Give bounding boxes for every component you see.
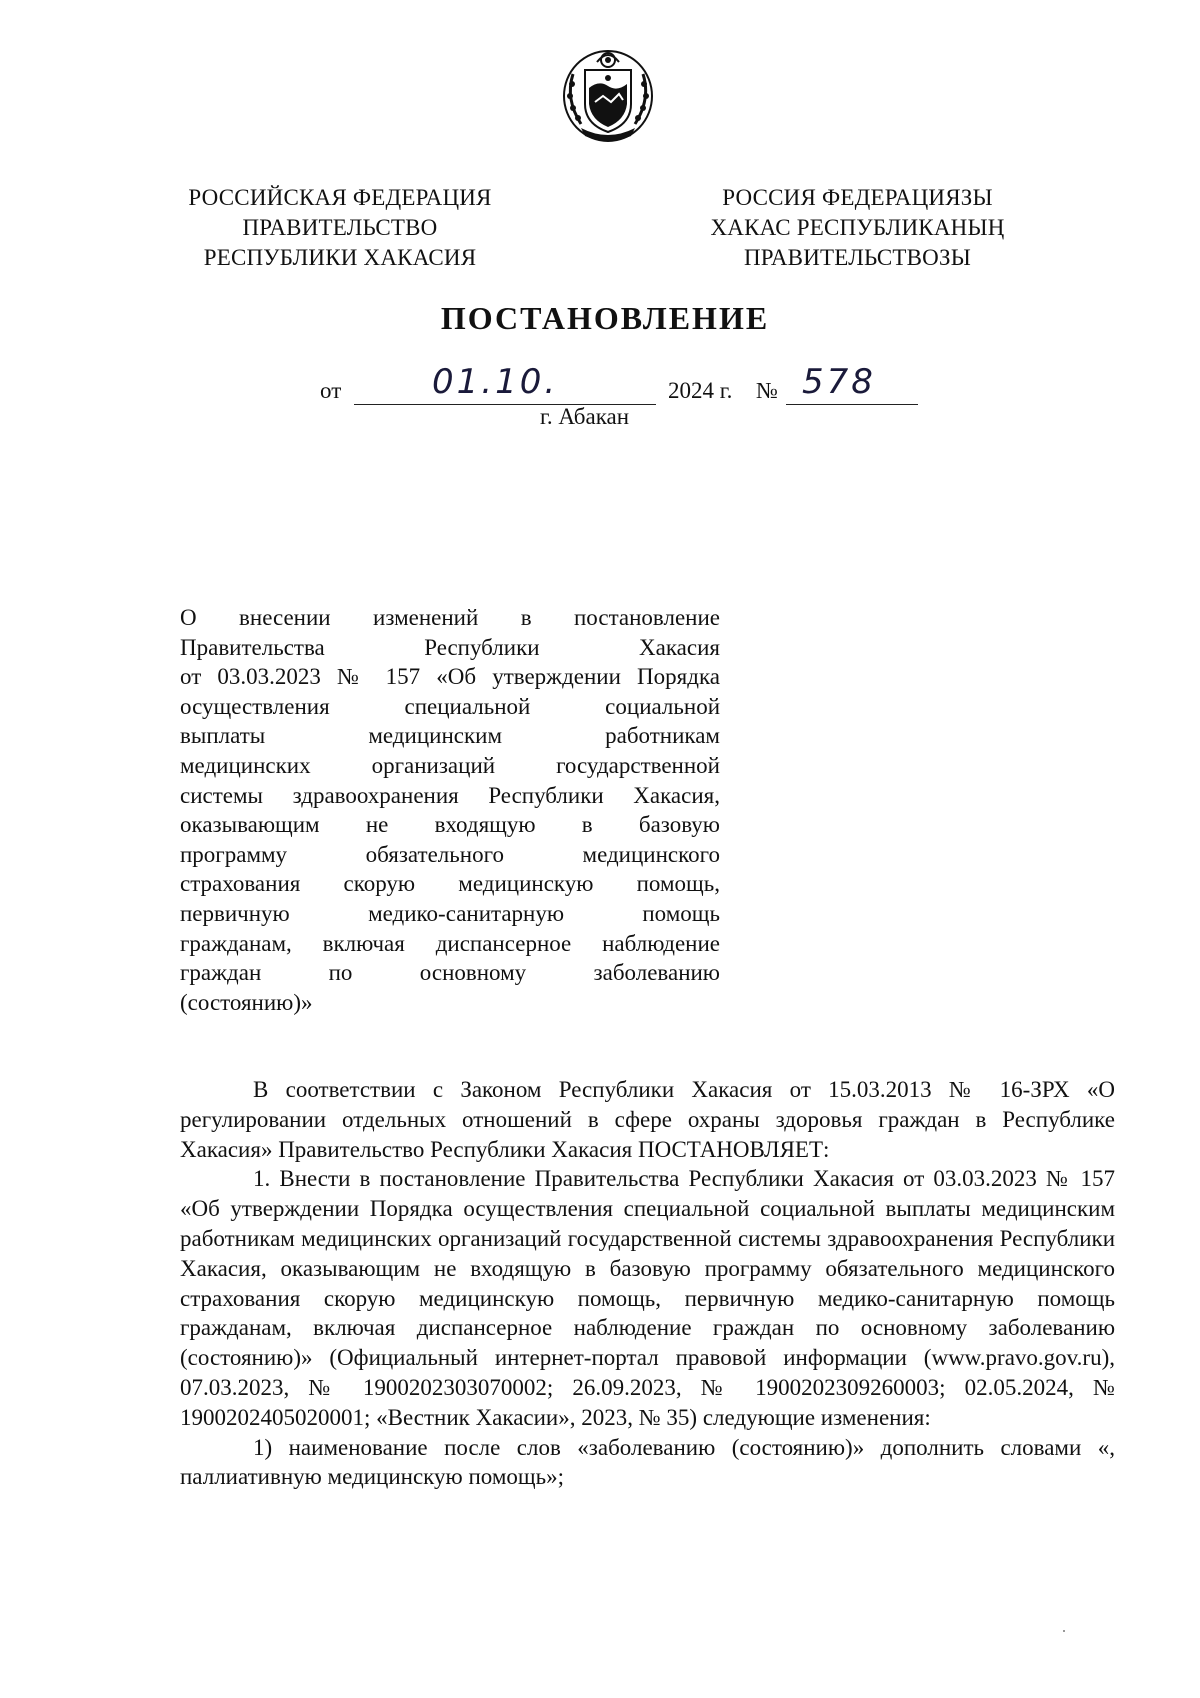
- year-label: 2024 г.: [668, 378, 733, 403]
- subject-line: выплаты медицинским работникам: [180, 723, 720, 749]
- coat-of-arms-icon: [559, 44, 657, 144]
- header-right-khakas: [665, 183, 1050, 273]
- document-subject: [180, 603, 720, 1017]
- subject-line: медицинских организаций государственной: [180, 752, 720, 778]
- city-label: г. Абакан: [540, 404, 630, 429]
- header-left-line-3: РЕСПУБЛИКИ ХАКАСИЯ: [203, 245, 477, 270]
- subject-line: (состоянию)»: [180, 989, 313, 1015]
- subject-line: О внесении изменений в постановление: [180, 605, 720, 630]
- subject-line: оказывающим не входящую в базовую: [180, 812, 720, 838]
- preamble-paragraph: В соответствии с Законом Республики Хакасия от 15.03.2013 № 16-ЗРХ «О регулировании отдельных отношений в сфере охраны здоровья граждан в Республике Хакасия» Правительство Республики Хакасия ПОСТАНОВЛЯЕТ:: [180, 1077, 1115, 1162]
- subject-line: программу обязательного медицинского: [180, 841, 720, 867]
- document-body: [180, 1075, 1115, 1492]
- number-sign-label: №: [756, 378, 778, 403]
- header-right-line-2: ХАКАС РЕСПУБЛИКАНЫҢ: [710, 215, 1005, 240]
- item-1-paragraph: 1. Внести в постановление Правительства Республики Хакасия от 03.03.2023 № 157 «Об утверждении Порядка осуществления специальной социальной выплаты медицинским работникам медицинских организаций государственной системы здравоохранения Республики Хакасия, оказывающим не входящую в базовую программу обязательного медицинского страхования скорую медицинскую помощь, первичную медико-санитарную помощь гражданам, включая диспансерное наблюдение граждан по основному заболеванию (состоянию)» (Официальный интернет-портал правовой информации (www.pravo.gov.ru), 07.03.2023, № 1900202303070002; 26.09.2023, № 1900202309260003; 02.05.2024, № 1900202405020001; «Вестник Хакасии», 2023, № 35) следующие изменения:: [180, 1166, 1115, 1430]
- header-left-line-1: РОССИЙСКАЯ ФЕДЕРАЦИЯ: [188, 185, 492, 210]
- subject-line: страхования скорую медицинскую помощь,: [180, 871, 720, 897]
- handwritten-number: 578: [802, 362, 876, 402]
- subject-line: от 03.03.2023 № 157 «Об утверждении Порядка: [180, 664, 720, 690]
- subject-line: осуществления специальной социальной: [180, 693, 720, 719]
- subject-line: граждан по основному заболеванию: [180, 960, 720, 986]
- date-number-line: [320, 362, 920, 408]
- subject-line: Правительства Республики Хакасия: [180, 634, 720, 660]
- document-type-title: ПОСТАНОВЛЕНИЕ: [440, 300, 770, 336]
- header-right-line-1: РОССИЯ ФЕДЕРАЦИЯЗЫ: [722, 185, 993, 210]
- header-left-line-2: ПРАВИТЕЛЬСТВО: [242, 215, 438, 240]
- header-left-russian: [150, 183, 530, 273]
- subject-line: системы здравоохранения Республики Хакасия,: [180, 782, 720, 808]
- date-from-label: от: [320, 378, 342, 403]
- subject-line: гражданам, включая диспансерное наблюдение: [180, 930, 720, 956]
- item-1-1-paragraph: 1) наименование после слов «заболеванию (состоянию)» дополнить словами «, паллиативную медицинскую помощь»;: [180, 1434, 1115, 1490]
- scan-speck: [1063, 1630, 1065, 1632]
- handwritten-date: 01.10.: [432, 362, 559, 402]
- header-right-line-3: ПРАВИТЕЛЬСТВОЗЫ: [744, 245, 971, 270]
- subject-line: первичную медико-санитарную помощь: [180, 900, 720, 926]
